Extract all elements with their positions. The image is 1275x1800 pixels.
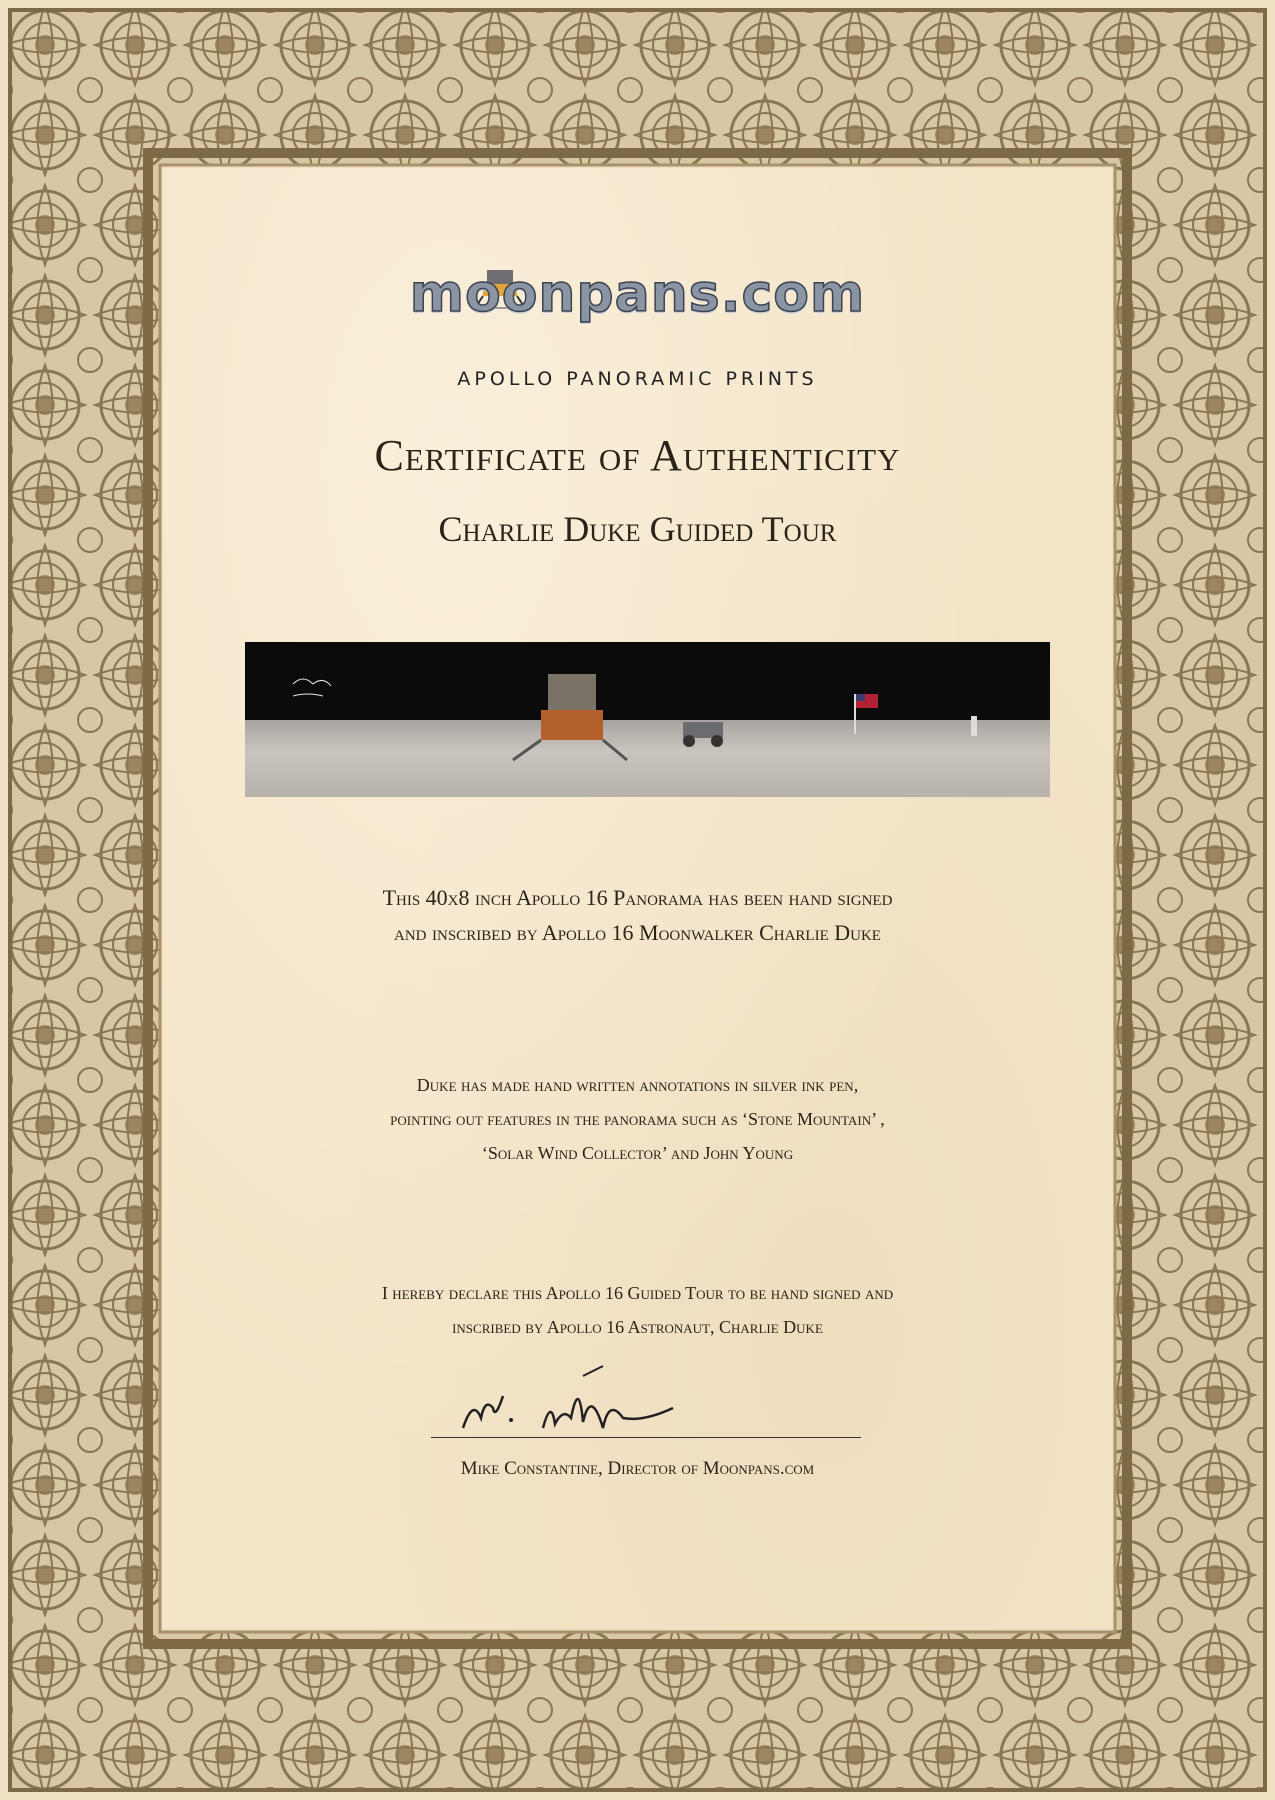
tagline: APOLLO PANORAMIC PRINTS [457,368,818,390]
annotation-line-1: Duke has made hand written annotations in silver ink pen, [416,1075,859,1095]
certificate-body [163,168,1112,1628]
annotation-line-2: pointing out features in the panorama such as ‘Stone Mountain’ , [390,1109,885,1130]
subtitle: Charlie Duke Guided Tour [438,509,837,549]
logo [163,264,1112,324]
statement-line-1: This 40x8 inch Apollo 16 Panorama has been hand signed [382,885,893,910]
annotation-line-3: ‘Solar Wind Collector’ and John Young [481,1143,794,1164]
declaration-paragraph [163,1276,1112,1344]
signature-line [431,1437,861,1438]
declaration-line-1: I hereby declare this Apollo 16 Guided Tour to be hand signed and [381,1283,894,1303]
logo-text: moonpans.com [409,264,866,324]
page-title: Certificate of Authenticity [374,431,901,480]
declaration-line-2: inscribed by Apollo 16 Astronaut, Charlie Duke [452,1317,823,1338]
statement-line-2: and inscribed by Apollo 16 Moonwalker Charlie Duke [394,920,881,946]
signer-name: Mike Constantine, Director of Moonpans.com [460,1458,815,1479]
annotation-paragraph [163,1068,1112,1171]
statement-paragraph [163,880,1112,950]
panorama-image [245,642,1050,797]
handwritten-signature [433,1358,733,1448]
panorama-features [245,642,1050,797]
